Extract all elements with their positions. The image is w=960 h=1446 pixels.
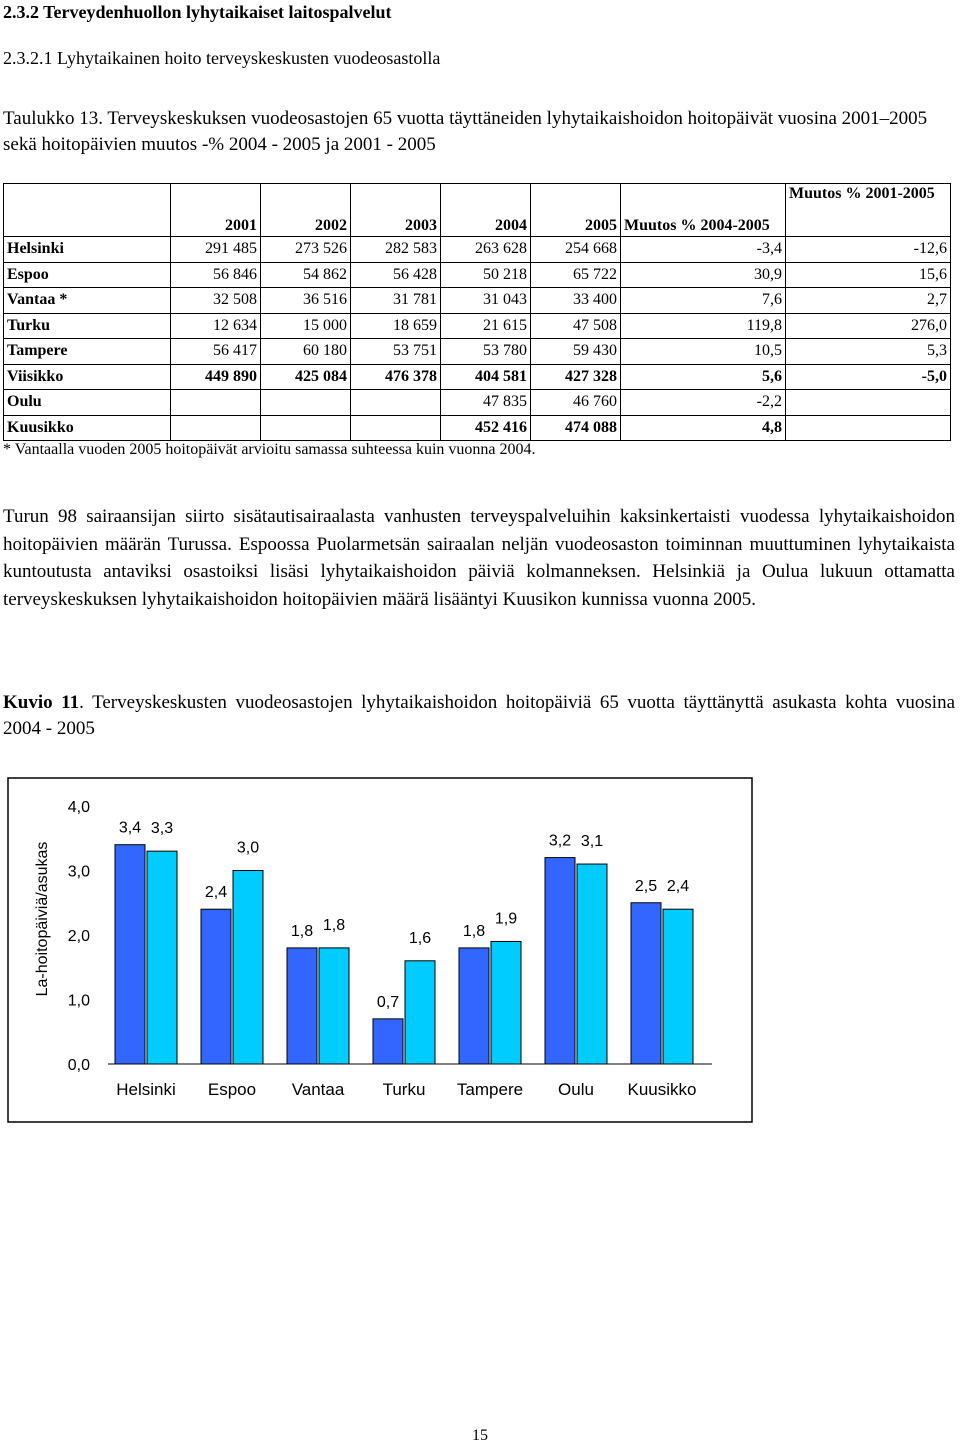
table-cell: 5,3 bbox=[786, 339, 951, 365]
table-cell: 59 430 bbox=[531, 339, 621, 365]
table-cell: 276,0 bbox=[786, 313, 951, 339]
table-cell: 54 862 bbox=[261, 262, 351, 288]
bar bbox=[287, 948, 317, 1064]
table-cell: 31 781 bbox=[351, 288, 441, 314]
table-cell: Espoo bbox=[4, 262, 171, 288]
table-cell: 31 043 bbox=[441, 288, 531, 314]
table-cell: -3,4 bbox=[621, 237, 786, 263]
table-cell: 427 328 bbox=[531, 364, 621, 390]
y-tick-label: 3,0 bbox=[67, 863, 90, 881]
bar bbox=[147, 851, 177, 1064]
table-cell: 47 508 bbox=[531, 313, 621, 339]
table-cell: 53 780 bbox=[441, 339, 531, 365]
bar bbox=[491, 941, 521, 1064]
table-cell: Vantaa * bbox=[4, 288, 171, 314]
table-cell: 15,6 bbox=[786, 262, 951, 288]
table-cell: 56 417 bbox=[171, 339, 261, 365]
x-tick-label: Oulu bbox=[558, 1080, 594, 1099]
table-header-cell: 2005 bbox=[531, 184, 621, 237]
body-paragraph: Turun 98 sairaansijan siirto sisätautisairaalasta vanhusten terveyspalveluihin kaksinkertaisti vuodessa lyhytaikaishoidon hoitopäivien määrän Turussa. Espoossa Puolarmetsän sairaalan neljän vuodeosaston toiminnan muuttuminen lyhytaikaista kuntoutusta antaviksi osastoiksi lisäsi lyhytaikaishoidon päiviä kolmanneksen. Helsinkiä ja Oulua lukuun ottamatta terveyskeskuksen lyhytaikaishoidon hoitopäivien määrä lisääntyi Kuusikon kunnissa vuonna 2005. bbox=[3, 506, 955, 610]
table-header-cell: 2003 bbox=[351, 184, 441, 237]
table-caption-text: . Terveyskeskuksen vuodeosastojen 65 vuotta täyttäneiden lyhytaikaishoidon hoitopäivät vuosina 2001–2005 sekä hoitopäivien muutos -% 2004 - 2005 ja 2001 - 2005 bbox=[3, 108, 928, 155]
table-cell: 273 526 bbox=[261, 237, 351, 263]
table-cell: 15 000 bbox=[261, 313, 351, 339]
table-header-cell: Muutos % 2004-2005 bbox=[621, 184, 786, 237]
table-cell: 50 218 bbox=[441, 262, 531, 288]
bar-value-label: 2,4 bbox=[204, 884, 228, 902]
x-tick-label: Helsinki bbox=[116, 1080, 176, 1099]
table-cell: 12 634 bbox=[171, 313, 261, 339]
table-footnote: * Vantaalla vuoden 2005 hoitopäivät arvioitu samassa suhteessa kuin vuonna 2004. bbox=[3, 441, 536, 458]
bar-value-label: 3,3 bbox=[150, 820, 174, 838]
table-cell: 404 581 bbox=[441, 364, 531, 390]
table-cell: 291 485 bbox=[171, 237, 261, 263]
bar-value-label: 3,1 bbox=[580, 833, 604, 851]
table-header-cell: Muutos % 2001-2005 bbox=[786, 184, 951, 237]
table-cell: 5,6 bbox=[621, 364, 786, 390]
table-cell: 449 890 bbox=[171, 364, 261, 390]
bar-value-label: 0,7 bbox=[376, 993, 400, 1011]
bar bbox=[319, 948, 349, 1064]
bar bbox=[373, 1019, 403, 1064]
table-cell: 21 615 bbox=[441, 313, 531, 339]
bar-value-label: 2,4 bbox=[666, 878, 690, 896]
y-tick-label: 0,0 bbox=[67, 1057, 90, 1074]
section-heading: 2.3.2 Terveydenhuollon lyhytaikaiset laitospalvelut bbox=[3, 2, 392, 22]
table-cell: Turku bbox=[4, 313, 171, 339]
bar bbox=[459, 948, 489, 1064]
bar-value-label: 2,5 bbox=[634, 877, 658, 895]
y-tick-label: 4,0 bbox=[67, 799, 90, 816]
table-cell: 53 751 bbox=[351, 339, 441, 365]
table-cell: 18 659 bbox=[351, 313, 441, 339]
bar-value-label: 3,4 bbox=[118, 819, 142, 837]
page-number: 15 bbox=[472, 1427, 488, 1444]
table-cell: Viisikko bbox=[4, 364, 171, 390]
table-cell: 263 628 bbox=[441, 237, 531, 263]
x-tick-label: Turku bbox=[382, 1080, 426, 1099]
table-cell: 30,9 bbox=[621, 262, 786, 288]
bar bbox=[233, 871, 263, 1065]
bar bbox=[631, 903, 661, 1064]
bar bbox=[201, 909, 231, 1064]
figure-caption-text: . Terveyskeskusten vuodeosastojen lyhytaikaishoidon hoitopäiviä 65 vuotta täyttänyttä asukasta kohta vuosina 2004 - 2005 bbox=[3, 692, 956, 739]
table-cell: 452 416 bbox=[441, 415, 531, 441]
bars bbox=[115, 845, 693, 1064]
bar bbox=[405, 961, 435, 1064]
bar bbox=[545, 858, 575, 1064]
table-cell: 282 583 bbox=[351, 237, 441, 263]
table-caption-label: Taulukko 13 bbox=[3, 108, 99, 129]
y-axis-label: La-hoitopäiviä/asukas bbox=[34, 841, 51, 997]
table-header-cell: 2004 bbox=[441, 184, 531, 237]
x-tick-label: Kuusikko bbox=[627, 1080, 697, 1099]
table-cell: 476 378 bbox=[351, 364, 441, 390]
table-cell: Oulu bbox=[4, 390, 171, 416]
table-cell: 474 088 bbox=[531, 415, 621, 441]
bar-value-label: 1,6 bbox=[408, 929, 432, 947]
table-cell: 65 722 bbox=[531, 262, 621, 288]
bar-value-label: 1,8 bbox=[462, 922, 486, 940]
table-cell: 119,8 bbox=[621, 313, 786, 339]
table-cell: 10,5 bbox=[621, 339, 786, 365]
table-cell: 46 760 bbox=[531, 390, 621, 416]
table-cell: 56 428 bbox=[351, 262, 441, 288]
table-cell: -2,2 bbox=[621, 390, 786, 416]
bar-value-label: 1,8 bbox=[322, 916, 346, 934]
figure-caption-label: Kuvio 11 bbox=[3, 692, 80, 713]
subsection-heading: 2.3.2.1 Lyhytaikainen hoito terveyskeskusten vuodeosastolla bbox=[3, 48, 441, 68]
bar-value-label: 3,0 bbox=[236, 839, 260, 857]
table-cell: Helsinki bbox=[4, 237, 171, 263]
x-tick-label: Vantaa bbox=[291, 1080, 345, 1099]
table-cell: 254 668 bbox=[531, 237, 621, 263]
x-tick-labels bbox=[116, 1080, 696, 1099]
table-cell: -5,0 bbox=[786, 364, 951, 390]
table-cell: Kuusikko bbox=[4, 415, 171, 441]
y-tick-label: 2,0 bbox=[67, 928, 90, 945]
table-cell: 33 400 bbox=[531, 288, 621, 314]
table-cell: 47 835 bbox=[441, 390, 531, 416]
y-tick-label: 1,0 bbox=[67, 992, 90, 1010]
table-header-cell: 2002 bbox=[261, 184, 351, 237]
table-cell: 56 846 bbox=[171, 262, 261, 288]
table-cell: 32 508 bbox=[171, 288, 261, 314]
table-cell: 425 084 bbox=[261, 364, 351, 390]
table-cell: 36 516 bbox=[261, 288, 351, 314]
table-cell: 4,8 bbox=[621, 415, 786, 441]
x-tick-label: Tampere bbox=[456, 1080, 524, 1099]
table-header-cell: 2001 bbox=[171, 184, 261, 237]
bar bbox=[663, 909, 693, 1064]
table-cell: 60 180 bbox=[261, 339, 351, 365]
bar-value-label: 3,2 bbox=[548, 832, 572, 850]
table-cell: -12,6 bbox=[786, 237, 951, 263]
x-tick-label: Espoo bbox=[207, 1080, 257, 1099]
table-cell: 7,6 bbox=[621, 288, 786, 314]
bar-value-label: 1,8 bbox=[290, 922, 314, 940]
bar bbox=[115, 845, 145, 1064]
table-cell: 2,7 bbox=[786, 288, 951, 314]
table-cell: Tampere bbox=[4, 339, 171, 365]
bar bbox=[577, 864, 607, 1064]
y-tick-labels bbox=[68, 799, 90, 1074]
bar-value-label: 1,9 bbox=[494, 910, 518, 928]
